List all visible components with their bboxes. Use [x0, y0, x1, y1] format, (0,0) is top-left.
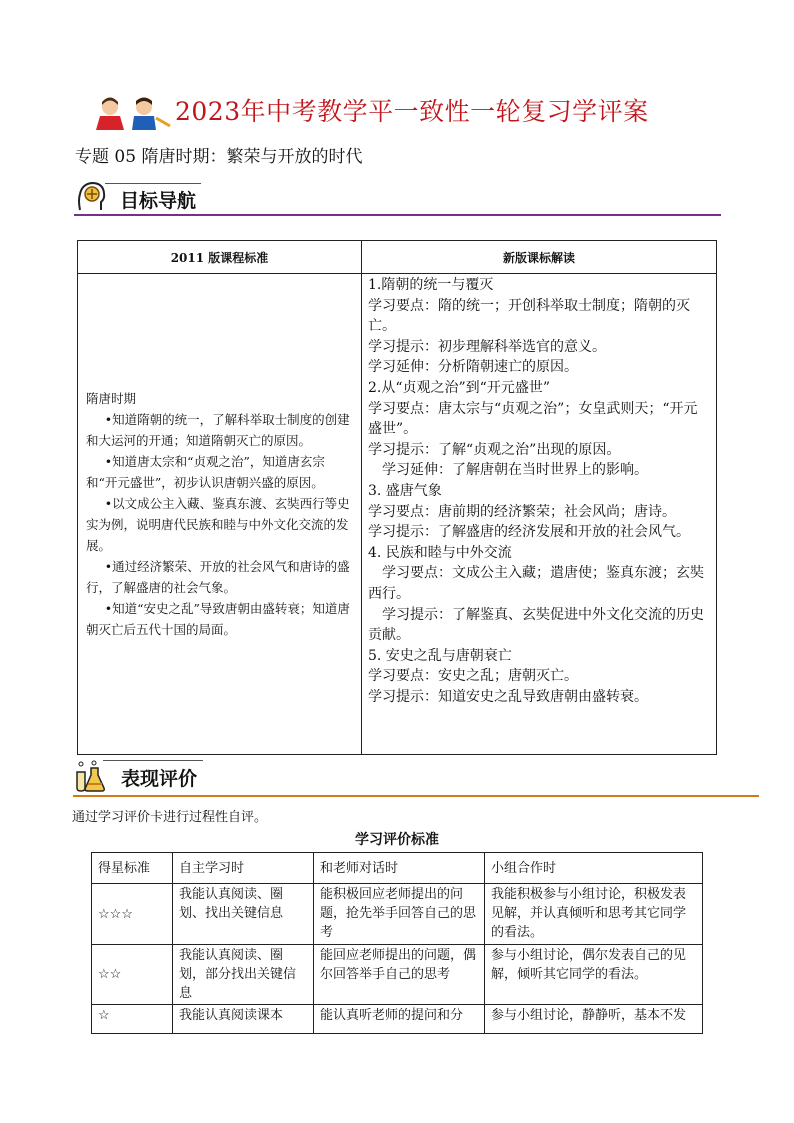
text-line: •以文成公主入藏、鉴真东渡、玄奘西行等史实为例，说明唐代民族和睦与中外文化交流的发展。 — [86, 496, 350, 553]
text-line: 学习要点：文成公主入藏；遣唐使；鉴真东渡；玄奘西行。 — [368, 565, 704, 602]
text-line: •知道隋朝的统一，了解科举取士制度的创建和大运河的开通；知道隋朝灭亡的原因。 — [86, 412, 350, 448]
section-deco-line — [105, 183, 201, 184]
evaluation-table-caption: 学习评价标准 — [355, 832, 439, 848]
star-rating: ☆☆☆ — [92, 884, 173, 945]
section-rule — [73, 795, 759, 797]
table-row — [92, 945, 703, 1005]
table-cell: 参与小组讨论，静静听，基本不发 — [485, 1005, 703, 1034]
table-header: 小组合作时 — [485, 853, 703, 884]
section-rule — [74, 214, 721, 216]
section-title-goals: 目标导航 — [120, 190, 197, 212]
star-rating: ☆☆ — [92, 945, 173, 1005]
text-line: 4. 民族和睦与中外交流 — [368, 544, 512, 561]
table-header: 新版课标解读 — [362, 241, 717, 274]
standards-new-interpretation-cell — [362, 274, 717, 755]
table-cell: 能回应老师提出的问题，偶尔回答举手自己的思考 — [314, 945, 485, 1005]
table-cell: 参与小组讨论，偶尔发表自己的见解，倾听其它同学的看法。 — [485, 945, 703, 1005]
lab-flask-icon — [72, 758, 106, 792]
section-deco-line — [103, 760, 203, 761]
text-line: 学习要点：安史之乱；唐朝灭亡。 — [368, 668, 578, 685]
table-row — [92, 1005, 703, 1034]
table-cell: 能认真听老师的提问和分 — [314, 1005, 485, 1034]
target-brain-icon — [74, 180, 108, 214]
text-line: 2.从“贞观之治”到“开元盛世” — [368, 379, 550, 396]
text-line: 学习要点：唐前期的经济繁荣；社会风尚；唐诗。 — [368, 503, 676, 520]
text-line: 学习提示：了解“贞观之治”出现的原因。 — [368, 441, 621, 458]
text-line: 学习提示：了解盛唐的经济发展和开放的社会风气。 — [368, 524, 690, 541]
text-line: 3. 盛唐气象 — [368, 482, 442, 499]
evaluation-table — [91, 852, 703, 1034]
text-line: 1.隋朝的统一与覆灭 — [368, 277, 494, 293]
text-line: 5. 安史之乱与唐朝衰亡 — [368, 647, 512, 664]
children-logo-icon — [90, 96, 172, 132]
text-line: 学习延伸：了解唐朝在当时世界上的影响。 — [368, 462, 648, 479]
topic-subtitle: 专题 05 隋唐时期：繁荣与开放的时代 — [75, 147, 363, 167]
text-line: 隋唐时期 — [86, 391, 137, 406]
table-header: 2011 版课程标准 — [78, 241, 362, 274]
table-header: 和老师对话时 — [314, 853, 485, 884]
table-cell: 能积极回应老师提出的问题，抢先举手回答自己的思考 — [314, 884, 485, 945]
text-line: 学习要点：唐太宗与“贞观之治”；女皇武则天；“开元盛世”。 — [368, 400, 698, 438]
text-line: 学习提示：了解鉴真、玄奘促进中外文化交流的历史贡献。 — [368, 606, 704, 644]
table-cell: 我能积极参与小组讨论，积极发表见解，并认真倾听和思考其它同学的看法。 — [485, 884, 703, 945]
table-cell: 我能认真阅读、圈划，部分找出关键信息 — [173, 945, 314, 1005]
star-rating: ☆ — [92, 1005, 173, 1034]
text-line: 学习提示：初步理解科举选官的意义。 — [368, 338, 606, 355]
text-line: 学习延伸：分析隋朝速亡的原因。 — [368, 359, 578, 376]
curriculum-standards-table — [77, 240, 717, 755]
section-title-evaluation: 表现评价 — [121, 768, 198, 790]
table-cell: 我能认真阅读、圈划、找出关键信息 — [173, 884, 314, 945]
table-row — [92, 884, 703, 945]
text-line: •知道唐太宗和“贞观之治”，知道唐玄宗和“开元盛世”，初步认识唐朝兴盛的原因。 — [86, 454, 325, 490]
text-line: 学习要点：隋的统一；开创科举取士制度；隋朝的灭亡。 — [368, 297, 690, 335]
standards-2011-cell — [78, 274, 362, 755]
text-line: •通过经济繁荣、开放的社会风气和唐诗的盛行，了解盛唐的社会气象。 — [86, 559, 350, 595]
page-title: 2023年中考教学平一致性一轮复习学评案 — [175, 97, 649, 126]
table-cell: 我能认真阅读课本 — [173, 1005, 314, 1034]
table-header: 自主学习时 — [173, 853, 314, 884]
text-line: 学习提示：知道安史之乱导致唐朝由盛转衰。 — [368, 688, 648, 705]
text-line: •知道“安史之乱”导致唐朝由盛转衰；知道唐朝灭亡后五代十国的局面。 — [86, 601, 350, 637]
evaluation-intro: 通过学习评价卡进行过程性自评。 — [72, 810, 268, 825]
table-header: 得星标准 — [92, 853, 173, 884]
